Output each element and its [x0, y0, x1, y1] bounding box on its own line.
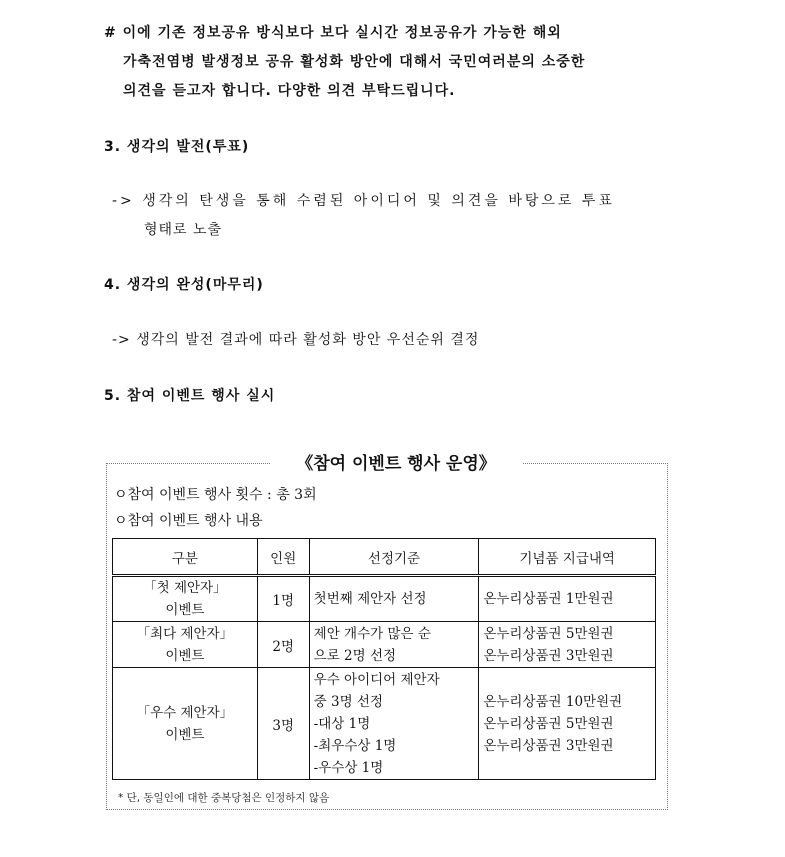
- row-people: 2명: [257, 622, 309, 668]
- header-people: 인원: [257, 539, 309, 576]
- header-gifts: 기념품 지급내역: [479, 539, 656, 576]
- footnote: * 단, 동일인에 대한 중복당첨은 인정하지 않음: [118, 792, 330, 804]
- criteria-line: 제안 개수가 많은 순: [313, 625, 431, 642]
- section-4-title: 4. 생각의 완성(마무리): [104, 277, 264, 293]
- row-criteria: [309, 576, 479, 622]
- row-category: [113, 622, 258, 668]
- row-category: [113, 668, 258, 780]
- gift-line: 온누리상품권 5만원권: [483, 715, 614, 732]
- criteria-line: 우수 아이디어 제안자: [313, 671, 440, 688]
- criteria-line: -대상 1명: [313, 715, 371, 732]
- intro-line-2: 가축전염병 발생정보 공유 활성화 방안에 대해서 국민여러분의 소중한: [123, 54, 586, 70]
- criteria-line: -최우수상 1명: [313, 737, 397, 754]
- section-4-body: -> 생각의 발전 결과에 따라 활성화 방안 우선순위 결정: [112, 332, 480, 348]
- event-count-line: ㅇ참여 이벤트 행사 횟수 : 총 3회: [114, 487, 317, 503]
- table-row: [113, 622, 656, 668]
- row-people: 3명: [257, 668, 309, 780]
- criteria-line: -우수상 1명: [313, 759, 384, 776]
- table-row: [113, 576, 656, 622]
- category-line: 이벤트: [165, 726, 205, 743]
- row-category: [113, 576, 258, 622]
- category-line: 「우수 제안자」: [136, 704, 234, 721]
- header-category: 구분: [113, 539, 258, 576]
- category-line: 이벤트: [165, 647, 205, 664]
- row-gifts: [479, 622, 656, 668]
- gift-line: 온누리상품권 3만원권: [483, 647, 614, 664]
- category-line: 「최다 제안자」: [136, 625, 234, 642]
- section-5-title: 5. 참여 이벤트 행사 실시: [104, 388, 276, 404]
- event-box-title: 《참여 이벤트 행사 운영》: [270, 450, 522, 478]
- table-row: [113, 668, 656, 780]
- event-table: [112, 538, 656, 780]
- row-criteria: [309, 668, 479, 780]
- category-line: 「첫 제안자」: [143, 580, 227, 596]
- gift-line: 온누리상품권 10만원권: [483, 693, 623, 710]
- table-header-row: [113, 539, 656, 576]
- gift-line: 온누리상품권 5만원권: [483, 625, 614, 642]
- section-3-body-line-2: 형태로 노출: [144, 222, 223, 238]
- criteria-line: 첫번째 제안자 선정: [313, 591, 427, 607]
- row-people: 1명: [257, 576, 309, 622]
- criteria-line: 으로 2명 선정: [313, 647, 397, 664]
- section-3-body-line-1: -> 생각의 탄생을 통해 수렴된 아이디어 및 의견을 바탕으로 투표: [112, 193, 615, 209]
- row-gifts: [479, 668, 656, 780]
- criteria-line: 중 3명 선정: [313, 693, 384, 710]
- row-gifts: [479, 576, 656, 622]
- gift-line: 온누리상품권 3만원권: [483, 737, 614, 754]
- intro-line-1: # 이에 기존 정보공유 방식보다 보다 실시간 정보공유가 가능한 해외: [104, 25, 562, 41]
- section-3-title: 3. 생각의 발전(투표): [104, 139, 250, 155]
- intro-line-3: 의견을 듣고자 합니다. 다양한 의견 부탁드립니다.: [123, 83, 456, 99]
- gift-line: 온누리상품권 1만원권: [483, 591, 614, 607]
- category-line: 이벤트: [165, 602, 205, 618]
- event-content-line: ㅇ참여 이벤트 행사 내용: [114, 513, 263, 529]
- row-criteria: [309, 622, 479, 668]
- header-criteria: 선정기준: [309, 539, 479, 576]
